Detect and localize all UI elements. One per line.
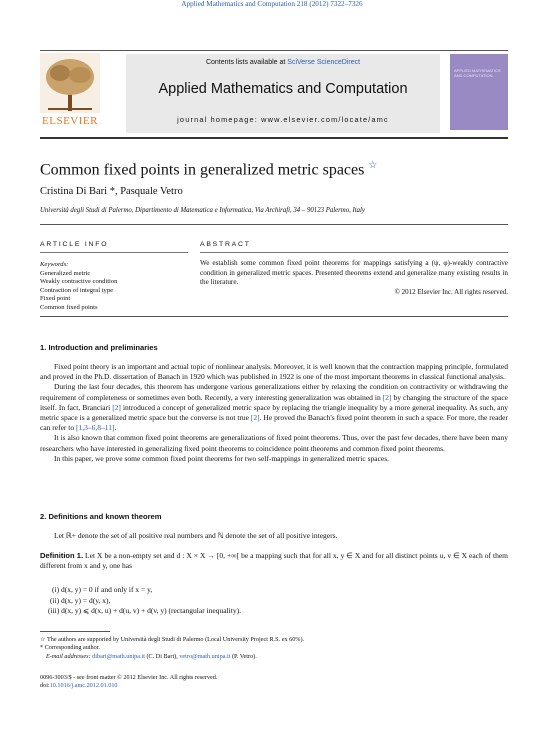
abstract-rule <box>200 252 508 253</box>
text-run: introduced a concept of generalized metric space by replacing the triangle inequality by a more general inequality. As such, any metric space is a generalized metric space but the converse is not true <box>40 402 508 423</box>
citation-link[interactable]: [2] <box>382 392 392 402</box>
paper-title-text: Common fixed points in generalized metric spaces <box>40 161 365 179</box>
page-footer <box>40 674 217 691</box>
section-2-intro <box>40 531 508 541</box>
title-footnote-mark[interactable]: ☆ <box>368 160 378 171</box>
paragraph: Fixed point theory is an important and actual topic of nonlinear analysis. Moreover, it is well known that the contraction mapping principle, formulated and proved in the Ph.D. dissertation of Banach in 1920 which was published in 1922 is one of the most important theorems in classical functional analysis. <box>40 362 508 382</box>
cover-text: APPLIED MATHEMATICS AND COMPUTATION <box>454 68 501 78</box>
citation-link[interactable]: [2] <box>250 413 260 423</box>
issn-line: 0096-3003/$ - see front matter © 2012 Elsevier Inc. All rights reserved. <box>40 674 218 681</box>
text-run: (P. Vetro). <box>230 652 257 660</box>
abstract-text: We establish some common fixed point theorems for mappings satisfying a (ψ, φ)-weakly contractive condition in generalized metric spaces. Presented theorems extend and generalize many existing results in the literature. <box>200 259 508 287</box>
paragraph: In this paper, we prove some common fixed point theorems for two self-mappings in generalized metric spaces. <box>54 453 390 463</box>
condition-item: (ii) d(x, y) = d(y, x), <box>50 595 111 605</box>
definition-1 <box>40 551 508 571</box>
text-run: . He proved the Banach's fixed point theorem in such a space. For more, the reader can refer to <box>40 413 508 433</box>
section-1-body <box>40 362 508 464</box>
section-1-heading: 1. Introduction and preliminaries <box>40 343 158 352</box>
doi-line <box>40 682 217 690</box>
text-run: . <box>114 423 117 433</box>
email-label: E-mail addresses: <box>46 652 93 660</box>
abstract-bottom-rule <box>40 316 508 317</box>
doi-prefix: doi: <box>40 682 50 690</box>
paper-title <box>40 160 377 179</box>
paragraph: It is also known that common fixed point theorems are generalizations of fixed point theorems. Thus, over the past few decades, there have been many researchers who have interested in generalizing fixed point theorems to coincidence point theorems and common fixed point theorems. <box>40 433 508 453</box>
definition-label: Definition 1. <box>40 551 84 560</box>
section-2-heading: 2. Definitions and known theorem <box>40 512 162 521</box>
text-run: During the last four decades, this theorem has undergone various generalizations either by relaxing the condition on contractivity or withdrawing the requirement of completeness or sometimes even both. Recently, a very interesting generalization was obtained in <box>40 382 508 402</box>
journal-homepage[interactable]: journal homepage: www.elsevier.com/locate/amc <box>177 115 389 124</box>
keyword: Contraction of integral type <box>40 286 114 294</box>
contents-line <box>126 59 440 66</box>
condition-item: (iii) d(x, y) ⩽ d(x, u) + d(u, v) + d(v, y) (rectangular inequality). <box>48 606 241 616</box>
footnote: ☆ The authors are supported by Università degli Studi di Palermo (Local University Project R.S. ex 60%). <box>40 636 305 643</box>
definition-conditions <box>48 585 241 617</box>
header-rule <box>40 137 508 139</box>
journal-title: Applied Mathematics and Computation <box>158 81 408 97</box>
contents-prefix: Contents lists available at <box>205 59 288 66</box>
email-link[interactable]: dibari@math.unipa.it <box>92 652 145 660</box>
keywords-block <box>40 261 117 313</box>
footnotes <box>40 636 508 661</box>
citation-link[interactable]: [2] <box>112 402 121 412</box>
publisher-logo-text: ELSEVIER <box>42 115 98 127</box>
abstract-copyright: © 2012 Elsevier Inc. All rights reserved. <box>394 288 508 296</box>
abstract-heading: ABSTRACT <box>200 241 251 248</box>
sciencedirect-link[interactable]: SciVerse ScienceDirect <box>287 59 361 66</box>
text-run: (C. Di Bari), <box>144 652 180 660</box>
authors: Cristina Di Bari *, Pasquale Vetro <box>40 186 183 197</box>
keyword: Common fixed points <box>40 303 98 311</box>
footnote <box>40 653 508 661</box>
footnote-rule <box>40 631 110 632</box>
doi-link[interactable]: 10.1016/j.amc.2012.01.010 <box>49 682 118 690</box>
affiliation: Università degli Studi di Palermo, Dipartimento di Matematica e Informatica, Via Archirafi, 34 – 90123 Palermo, Italy <box>40 207 365 214</box>
text-run: by changing the structure of the space itself. In fact, Branciari <box>40 392 508 412</box>
article-info-rule <box>40 252 188 253</box>
keywords-label: Keywords: <box>40 261 69 268</box>
journal-cover-image <box>450 54 508 130</box>
paragraph <box>40 382 508 433</box>
citation-link[interactable]: [1,3–6,8–11] <box>76 423 115 433</box>
keyword: Fixed point <box>40 295 71 303</box>
footnote: * Corresponding author. <box>40 644 100 652</box>
paragraph: Let ℝ+ denote the set of all positive real numbers and ℕ denote the set of all positive integers. <box>54 531 338 540</box>
top-rule <box>40 50 508 51</box>
definition-text: Let X be a non-empty set and d : X × X → [0, +∞[ be a mapping such that for all x, y ∈ X and for all distinct points u, v ∈ X each of them different from x and y, one has <box>40 551 509 571</box>
condition-item: (i) d(x, y) = 0 if and only if x = y, <box>52 585 153 594</box>
article-info-heading: ARTICLE INFO <box>40 241 109 248</box>
affiliation-rule <box>40 224 508 225</box>
keyword: Generalized metric <box>40 269 91 277</box>
journal-citation: Applied Mathematics and Computation 218 (2012) 7322–7326 <box>181 0 363 8</box>
keyword: Weakly contractive condition <box>40 278 118 286</box>
email-link[interactable]: vetro@math.unipa.it <box>179 652 231 660</box>
